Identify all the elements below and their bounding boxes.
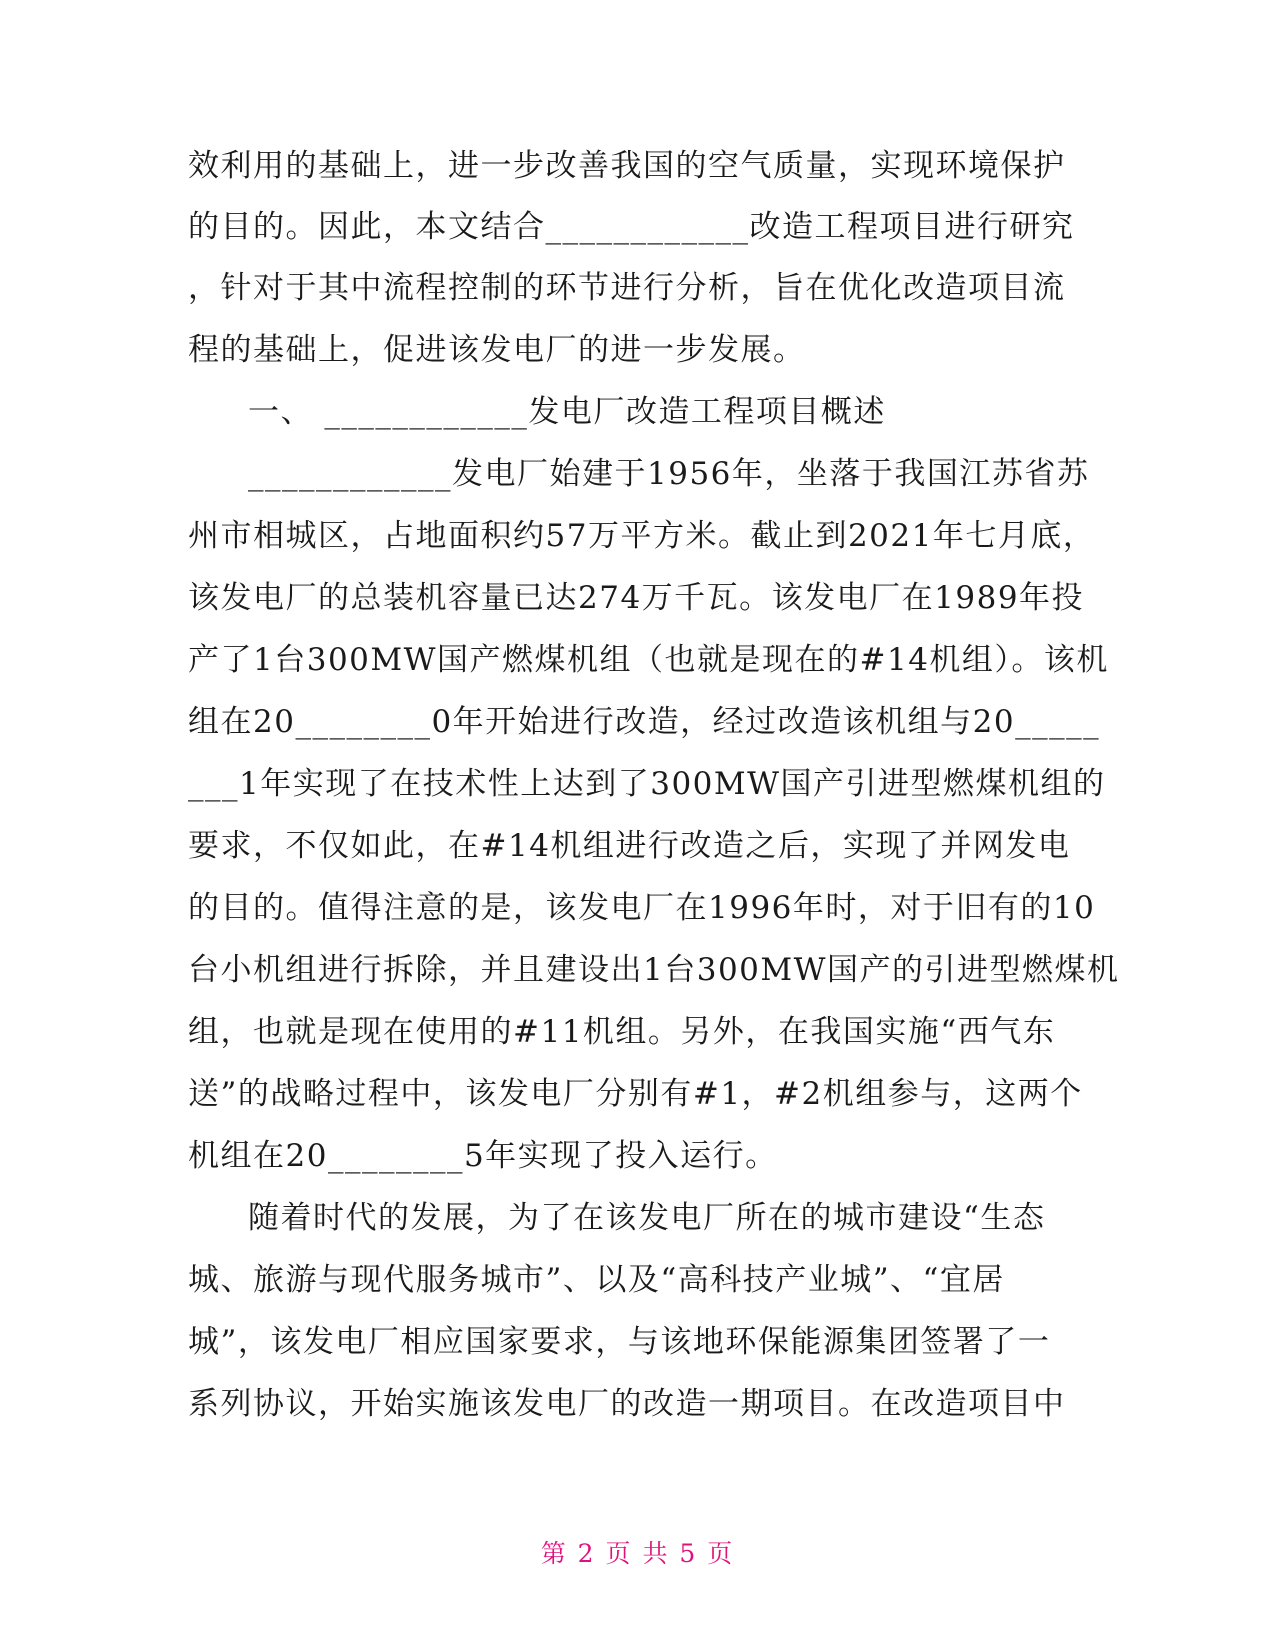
text-line-19: 城、旅游与现代服务城市”、以及“高科技产业城”、“宜居 (188, 1262, 1005, 1298)
text-line-20: 城”，该发电厂相应国家要求，与该地环保能源集团签署了一 (188, 1324, 1051, 1360)
text-line-10: 组在20________0年开始进行改造，经过改造该机组与20_____ (188, 704, 1101, 740)
text-line-15: 组，也就是现在使用的#11机组。另外，在我国实施“西气东 (188, 1014, 1056, 1050)
text-line-3: ，针对于其中流程控制的环节进行分析，旨在优化改造项目流 (188, 270, 1066, 306)
text-line-1: 效利用的基础上，进一步改善我国的空气质量，实现环境保护 (188, 148, 1066, 184)
text-line-6: ____________发电厂始建于1956年，坐落于我国江苏省苏 (248, 456, 1090, 492)
text-line-2: 的目的。因此，本文结合____________改造工程项目进行研究 (188, 209, 1075, 245)
page-number-footer: 第 2 页 共 5 页 (540, 1539, 735, 1568)
text-line-16: 送”的战略过程中，该发电厂分别有#1，#2机组参与，这两个 (188, 1076, 1083, 1112)
text-line-17: 机组在20________5年实现了投入运行。 (188, 1138, 778, 1174)
text-line-13: 的目的。值得注意的是，该发电厂在1996年时，对于旧有的10 (188, 890, 1096, 926)
text-line-11: ___1年实现了在技术性上达到了300MW国产引进型燃煤机组的 (188, 766, 1106, 802)
text-line-9: 产了1台300MW国产燃煤机组（也就是现在的#14机组）。该机 (188, 642, 1109, 678)
text-line-12: 要求，不仅如此，在#14机组进行改造之后，实现了并网发电 (188, 828, 1071, 864)
text-line-21: 系列协议，开始实施该发电厂的改造一期项目。在改造项目中 (188, 1386, 1066, 1422)
text-line-4: 程的基础上，促进该发电厂的进一步发展。 (188, 332, 806, 368)
section-heading: 一、 ____________发电厂改造工程项目概述 (248, 394, 886, 430)
text-line-14: 台小机组进行拆除，并且建设出1台300MW国产的引进型燃煤机 (188, 952, 1120, 988)
text-line-18: 随着时代的发展，为了在该发电厂所在的城市建设“生态 (248, 1200, 1046, 1236)
text-line-8: 该发电厂的总装机容量已达274万千瓦。该发电厂在1989年投 (188, 580, 1085, 616)
text-line-7: 州市相城区，占地面积约57万平方米。截止到2021年七月底， (188, 518, 1096, 554)
